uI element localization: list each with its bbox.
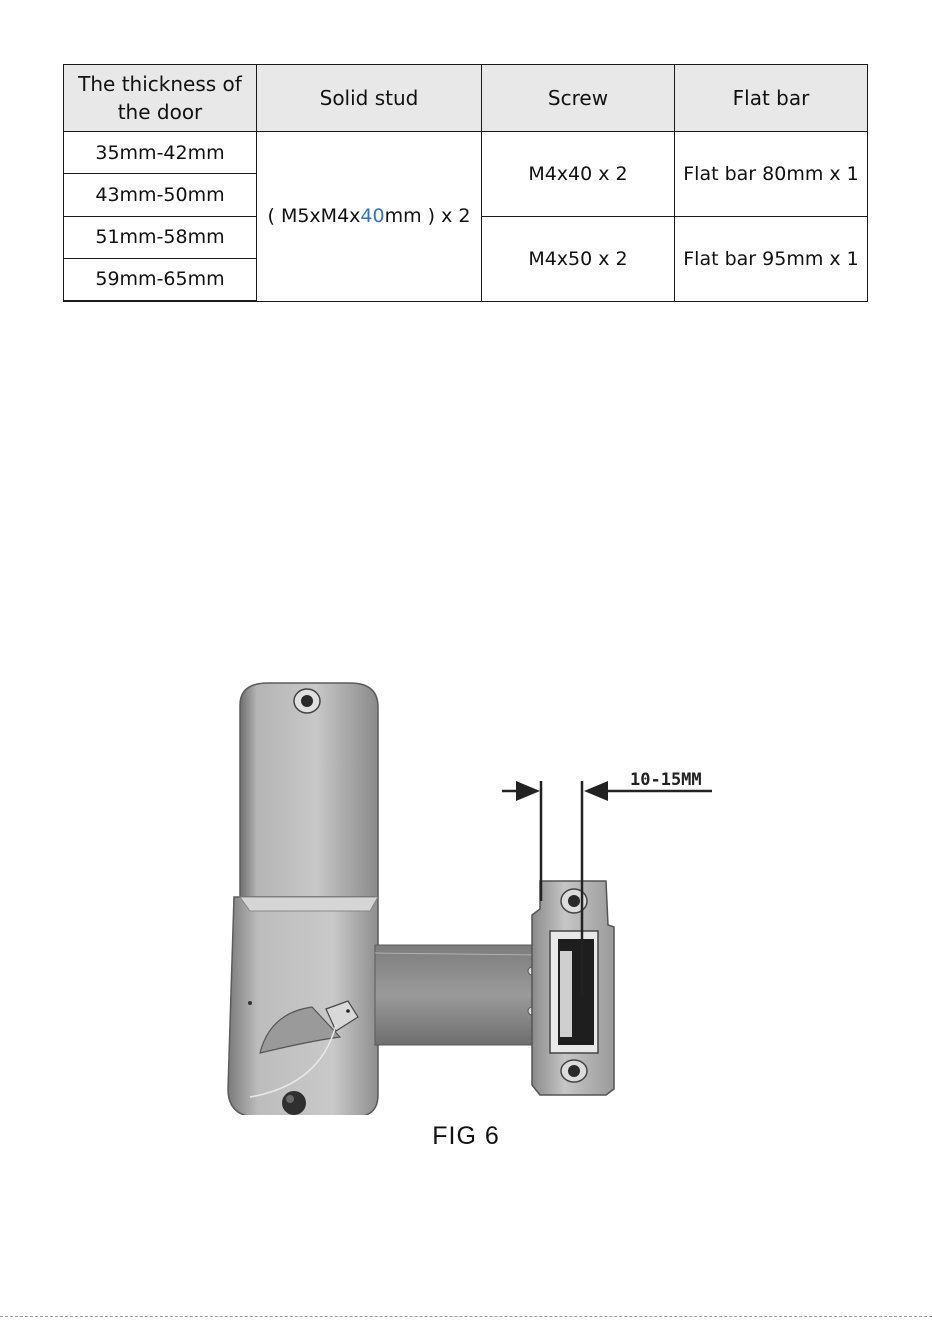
- spec-table: [63, 64, 868, 302]
- table-header-row: [64, 65, 868, 132]
- thickness-cell: 59mm-65mm: [64, 258, 257, 301]
- lock-upper-plate: [240, 683, 378, 897]
- thickness-cell: 43mm-50mm: [64, 174, 257, 216]
- table-row: [64, 132, 868, 174]
- latch-assembly: [532, 881, 614, 1095]
- solid-stud-highlight: 40: [360, 205, 385, 228]
- flat-bar: [375, 945, 536, 1045]
- lock-installation-figure: [210, 665, 740, 1115]
- lock-illustration: [210, 665, 740, 1115]
- lock-lower-housing: [228, 897, 378, 1115]
- figure-caption: FIG 6: [432, 1122, 500, 1150]
- flat-bar-cell: Flat bar 80mm x 1: [675, 132, 868, 216]
- header-solid-stud: Solid stud: [257, 65, 482, 132]
- page-bottom-divider: [0, 1316, 932, 1317]
- thickness-cell: 51mm-58mm: [64, 216, 257, 258]
- header-screw: Screw: [482, 65, 675, 132]
- header-door-thickness: The thickness of the door: [64, 65, 257, 132]
- screw-cell: M4x50 x 2: [482, 216, 675, 301]
- dimension-label: 10-15MM: [630, 770, 702, 790]
- solid-stud-cell: [257, 132, 482, 301]
- solid-stud-suffix: mm ) x 2: [384, 205, 471, 228]
- flat-bar-cell: Flat bar 95mm x 1: [675, 216, 868, 301]
- thickness-cell: 35mm-42mm: [64, 132, 257, 174]
- screw-cell: M4x40 x 2: [482, 132, 675, 216]
- solid-stud-prefix: ( M5xM4x: [267, 205, 361, 228]
- header-flat-bar: Flat bar: [675, 65, 868, 132]
